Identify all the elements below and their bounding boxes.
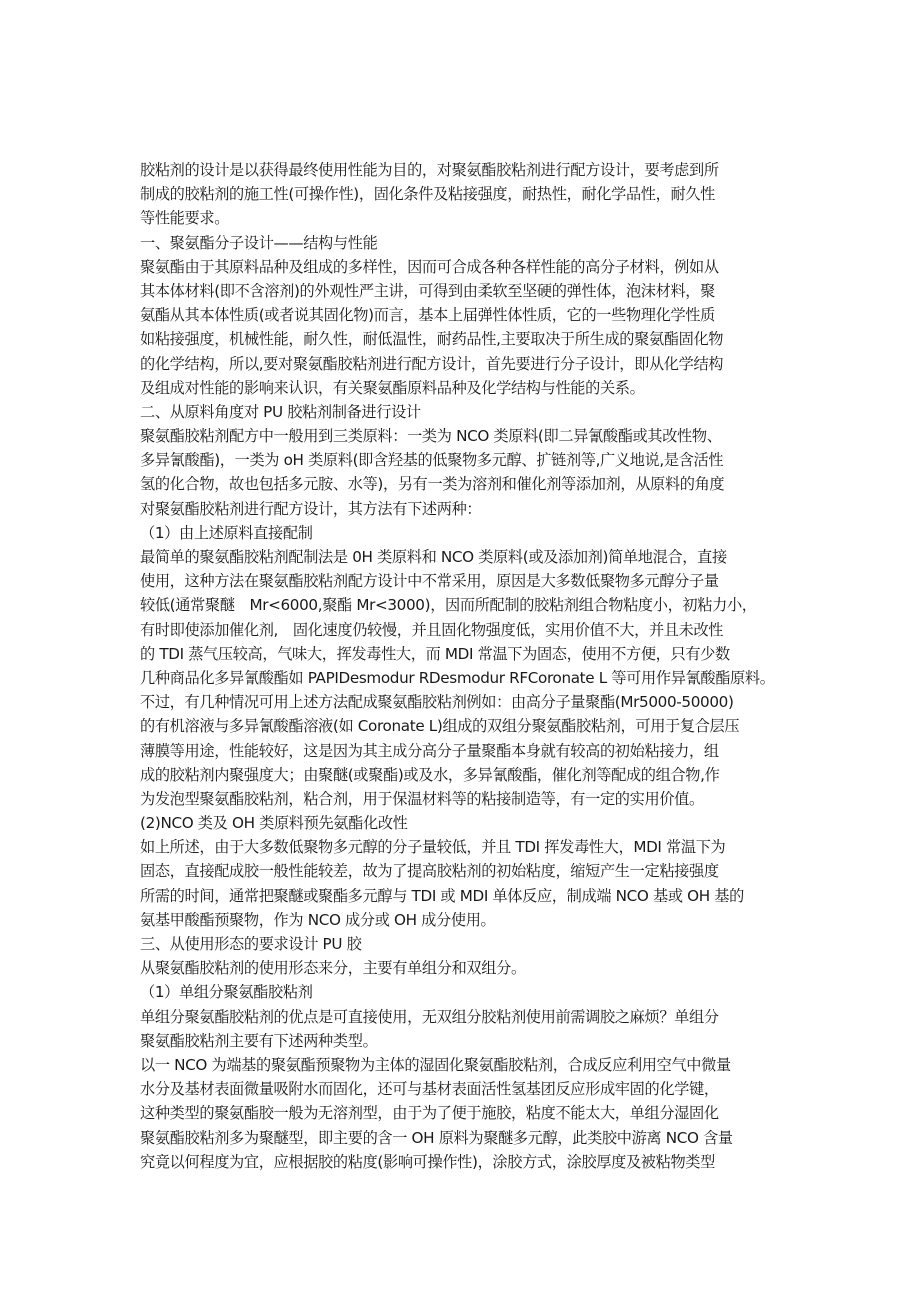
text-line: 成的胶粘剂内聚强度大；由聚醚(或聚酯)或及水，多异氰酸酯，催化剂等配成的组合物,作 xyxy=(140,765,720,784)
text-line: 对聚氨酯胶粘剂进行配方设计，其方法有下述两种： xyxy=(140,499,482,518)
text-line: 究竟以何程度为宜，应根据胶的粘度(影响可操作性)，涂胶方式，涂胶厚度及被粘物类型 xyxy=(140,1152,715,1171)
text-line: 的 TDI 蒸气压较高，气味大，挥发毒性大，而 MDI 常温下为固态，使用不方便，只有少数 xyxy=(140,644,730,663)
text-line: 几种商品化多异氰酸酯如 PAPIDesmodur RDesmodur RFCoronate L 等可用作异氰酸酯原料。 xyxy=(140,668,775,687)
text-line: 及组成对性能的影响来认识，有关聚氨酯原料品种及化学结构与性能的关系。 xyxy=(140,378,645,397)
text-line: 聚氨酯由于其原料品种及组成的多样性，因而可合成各种各样性能的高分子材料，例如从 xyxy=(140,257,719,276)
text-line: 多异氰酸酯)，一类为 oH 类原料(即含羟基的低聚物多元醇、扩链剂等,广义地说,是含活性 xyxy=(140,451,724,470)
text-line: 不过，有几种情况可用上述方法配成聚氨酯胶粘剂例如：由高分子量聚酯(Mr5000-50000) xyxy=(140,693,734,712)
text-line: 氢的化合物，故也包括多元胺、水等)，另有一类为溶剂和催化剂等添加剂，从原料的角度 xyxy=(140,475,725,494)
text-line: 的化学结构，所以,要对聚氨酯胶粘剂进行配方设计，首先要进行分子设计，即从化学结构 xyxy=(140,354,724,373)
text-line: 所需的时间，通常把聚醚或聚酯多元醇与 TDI 或 MDI 单体反应，制成端 NCO 基或 OH 基的 xyxy=(140,886,744,905)
text-line: 氨酯从其本体性质(或者说其固化物)而言，基本上届弹性体性质，它的一些物理化学性质 xyxy=(140,306,715,325)
text-line: 为发泡型聚氨酯胶粘剂，粘合剂，用于保温材料等的粘接制造等，有一定的实用价值。 xyxy=(140,789,704,808)
text-line: 聚氨酯胶粘剂配方中一般用到三类原料：一类为 NCO 类原料(即二异氰酸酯或其改性物、 xyxy=(140,427,722,446)
text-line: 如粘接强度，机械性能，耐久性，耐低温性，耐药品性,主要取决于所生成的聚氨酯固化物 xyxy=(140,330,724,349)
text-line: 这种类型的聚氨酯胶一般为无溶剂型，由于为了便于施胶，粘度不能太大，单组分湿固化 xyxy=(140,1104,719,1123)
text-line: 水分及基材表面微量吸附水而固化，还可与基材表面活性氢基团反应形成牢固的化学键， xyxy=(140,1080,719,1099)
text-line: 氨基甲酸酯预聚物，作为 NCO 成分或 OH 成分使用。 xyxy=(140,910,496,929)
text-line: 制成的胶粘剂的施工性(可操作性)，固化条件及粘接强度，耐热性，耐化学品性，耐久性 xyxy=(140,185,715,204)
text-line: 以一 NCO 为端基的聚氨酯预聚物为主体的湿固化聚氨酯胶粘剂，合成反应利用空气中微量 xyxy=(140,1055,731,1074)
section-heading-3: 三、从使用形态的要求设计 PU 胶 xyxy=(140,935,362,953)
text-line: 单组分聚氨酯胶粘剂的优点是可直接使用，无双组分胶粘剂使用前需调胶之麻烦？单组分 xyxy=(140,1007,719,1026)
text-line: 等性能要求。 xyxy=(140,209,230,228)
text-line: 胶粘剂的设计是以获得最终使用性能为目的，对聚氨酯胶粘剂进行配方设计，要考虑到所 xyxy=(140,161,719,179)
text-line: 其本体材料(即不含溶剂)的外观性严主讲，可得到由柔软至坚硬的弹性体，泡沫材料，聚 xyxy=(140,281,715,300)
text-line: 聚氨酯胶粘剂主要有下述两种类型。 xyxy=(140,1031,378,1050)
text-line: 有时即使添加催化剂, 固化速度仍较慢，并且固化物强度低，实用价值不大，并且未改性 xyxy=(140,620,724,639)
subsection-heading: （1）单组分聚氨酯胶粘剂 xyxy=(140,983,313,1002)
text-line: 最简单的聚氨酯胶粘剂配制法是 0H 类原料和 NCO 类原料(或及添加剂)简单地混合，直接 xyxy=(140,548,727,566)
section-heading-2: 二、从原料角度对 PU 胶粘剂制备进行设计 xyxy=(140,402,421,421)
text-line: 从聚氨酯胶粘剂的使用形态来分，主要有单组分和双组分。 xyxy=(140,959,526,978)
text-line: 如上所述，由于大多数低聚物多元醇的分子量较低，并且 TDI 挥发毒性大，MDI 常温下为 xyxy=(140,838,726,857)
text-line: 薄膜等用途，性能较好，这是因为其主成分高分子量聚酯本身就有较高的初始粘接力，组 xyxy=(140,741,719,760)
subsection-heading: （1）由上述原料直接配制 xyxy=(140,523,313,542)
text-line: 固态，直接配成胶一般性能较差，故为了提高胶粘剂的初始粘度，缩短产生一定粘接强度 xyxy=(140,862,719,881)
text-line: 使用，这种方法在聚氨酯胶粘剂配方设计中不常采用，原因是大多数低聚物多元醇分子量 xyxy=(140,572,719,591)
text-line: 的有机溶液与多异氰酸酯溶液(如 Coronate L)组成的双组分聚氨酯胶粘剂，可用于复合层压 xyxy=(140,717,740,736)
subsection-heading: (2)NCO 类及 OH 类原料预先氨酯化改性 xyxy=(140,814,408,833)
text-line: 较低(通常聚醚 Mr<6000,聚酯 Mr<3000)，因而所配制的胶粘剂组合物粘度小，初粘力小， xyxy=(140,596,757,615)
document-page xyxy=(140,158,790,1174)
section-heading-1: 一、聚氨酯分子设计——结构与性能 xyxy=(140,233,378,252)
text-line: 聚氨酯胶粘剂多为聚醚型，即主要的含一 OH 原料为聚醚多元醇，此类胶中游离 NCO 含量 xyxy=(140,1128,733,1147)
